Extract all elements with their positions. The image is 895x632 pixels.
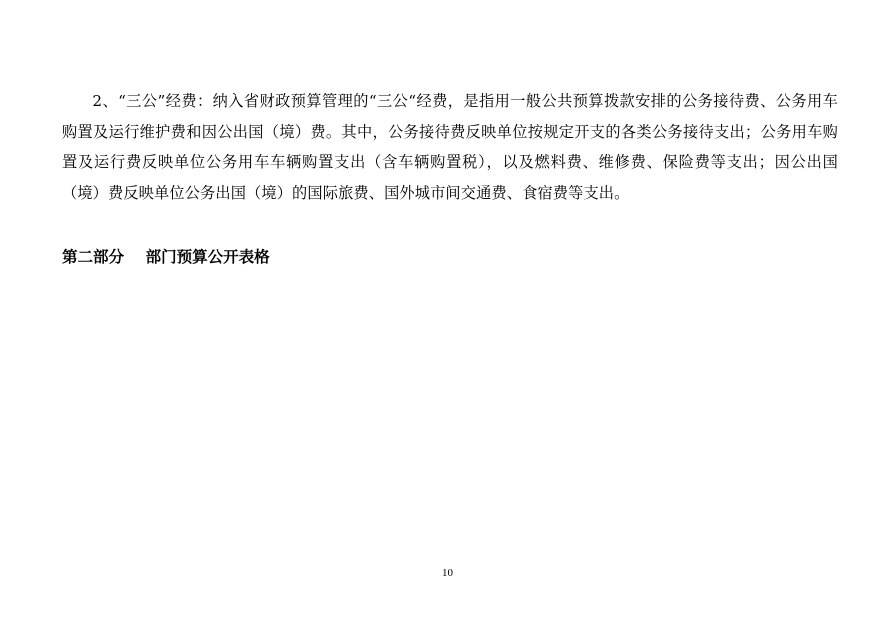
page-number: 10 [442,567,453,579]
section-heading: 第二部分 部门预算公开表格 [62,248,270,266]
paragraph-three-public-expenses: 2、“三公”经费：纳入省财政预算管理的“三公“经费，是指用一般公共预算拨款安排的公务接待费、公务用车购置及运行维护费和因公出国（境）费。其中，公务接待费反映单位按规定开支的各类公务接待支出；公务用车购置及运行费反映单位公务用车车辆购置支出（含车辆购置税），以及燃料费、维修费、保险费等支出；因公出国（境）费反映单位公务出国（境）的国际旅费、国外城市间交通费、食宿费等支出。 [62,92,838,202]
